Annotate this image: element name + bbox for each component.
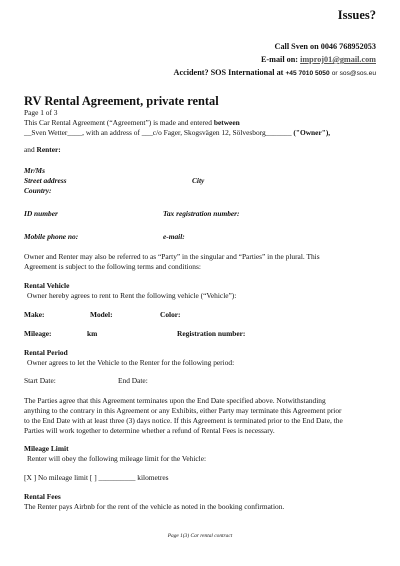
termination-line-4: Parties will work together to determine whether a refund of Rental Fees is necessary. [24,426,275,435]
owner-details: __Sven Wetter____, with an address of ___c/o Fager, Skogsvägen 12, Sölvesborg_______ [24,128,292,137]
rental-period-text: Owner agrees to let the Vehicle to the Renter for the following period: [27,358,235,367]
street-field: Street address [24,176,67,185]
rental-period-heading: Rental Period [24,348,68,357]
rental-fees-heading: Rental Fees [24,492,61,501]
contact-email-line [261,55,376,64]
and-renter [24,145,379,155]
renter-colon: : [58,145,61,154]
email-link[interactable]: improj01@gmail.com [300,55,376,64]
page-footer: Page 1(3) Car rental contract [167,533,233,539]
mileage-limit-text: Renter will obey the following mileage limit for the Vehicle: [27,454,207,463]
email-label: E-mail on: [260,55,299,64]
address-row [24,176,379,186]
termination-line-3: to the End Date with at least three (3) days notice. If this Agreement is terminated prior to the End Date, the [24,416,343,425]
issues-heading: Issues? [337,8,376,22]
accident-label: Accident? SOS International at [173,68,284,77]
id-number-field: ID number [24,209,58,218]
party-paragraph-2: Agreement is subject to the following terms and conditions: [24,262,201,271]
mobile-field: Mobile phone no: [24,232,79,241]
and-text: and [24,145,35,154]
km-unit: km [87,329,98,338]
mileage-limit-options: [X ] No mileage limit [ ] __________ kilometres [24,473,169,482]
mileage-field: Mileage: [24,329,52,338]
tax-field: Tax registration number: [163,209,240,218]
registration-field: Registration number: [177,329,246,338]
intro-line-1 [24,118,379,128]
rental-vehicle-heading: Rental Vehicle [24,281,70,290]
mobile-row [24,232,379,242]
renter-email-field: e-mail: [163,232,185,241]
city-field: City [192,176,205,185]
vehicle-row-2 [24,329,379,339]
accident-phone: +45 7010 5050 [285,70,330,77]
rental-vehicle-text: Owner hereby agrees to rent to Rent the following vehicle (“Vehicle”): [27,291,237,300]
accident-line [174,68,376,77]
dates-row [24,376,379,386]
mileage-limit-heading: Mileage Limit [24,444,69,453]
model-field: Model: [90,310,113,319]
color-field: Color: [160,310,181,319]
rental-fees-text: The Renter pays Airbnb for the rent of the vehicle as noted in the booking confirmation. [24,502,285,511]
accident-or: or [331,70,338,77]
vehicle-row-1 [24,310,379,320]
renter-label: Renter [36,145,59,154]
make-field: Make: [24,310,45,319]
country-field: Country: [24,186,52,195]
termination-line-2: anything to the contrary in this Agreement or any Exhibits, either Party may terminate this Agreement prior [24,406,342,415]
mr-ms-field: Mr/Ms [24,166,45,175]
accident-site: sos@sos.eu [339,70,376,77]
owner-label: ("Owner"), [293,128,331,137]
party-paragraph-1: Owner and Renter may also be referred to as “Party” in the singular and “Parties” in the plural. This [24,252,320,261]
intro-text: This Car Rental Agreement (“Agreement”) is made and entered [24,118,212,127]
termination-line-1: The Parties agree that this Agreement terminates upon the End Date specified above. Notwithstanding [24,396,326,405]
contact-phone: Call Sven on 0046 768952053 [274,42,376,51]
end-date-field: End Date: [118,376,148,385]
intro-line-2 [24,128,379,138]
start-date-field: Start Date: [24,376,56,385]
page-of: Page 1 of 3 [24,108,58,117]
id-row [24,209,379,219]
agreement-title: RV Rental Agreement, private rental [24,94,219,108]
intro-between: between [213,118,240,127]
